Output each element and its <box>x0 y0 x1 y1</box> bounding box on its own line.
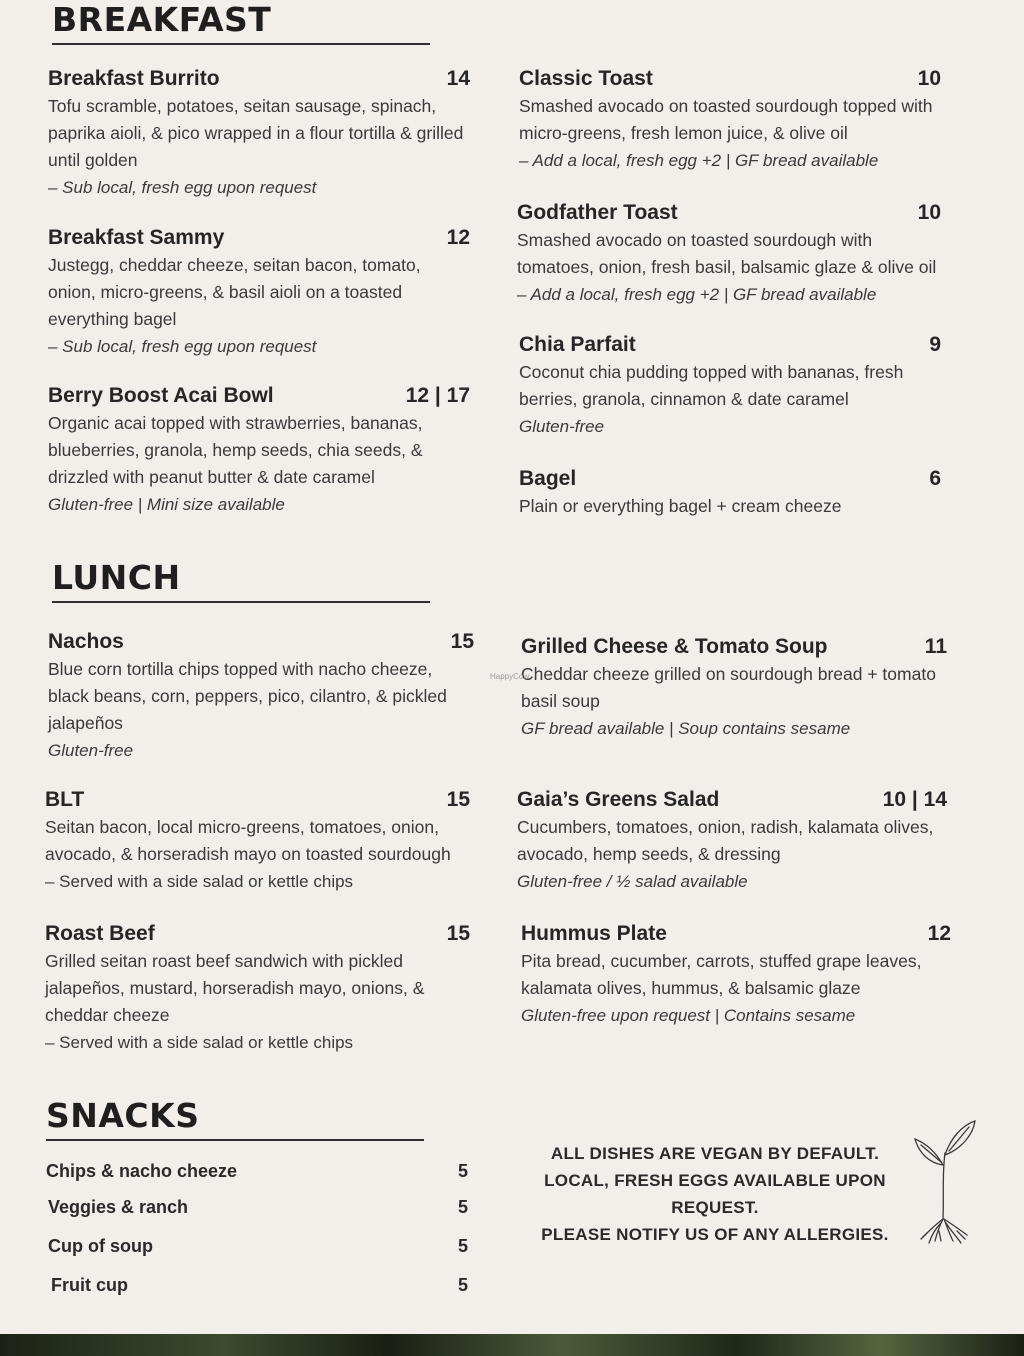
item-price: 9 <box>929 333 941 356</box>
menu-item-berry-boost-acai-bowl <box>48 383 470 518</box>
snack-price: 5 <box>457 1275 468 1295</box>
item-price: 15 <box>446 922 470 945</box>
snack-name: Chips & nacho cheeze <box>46 1161 238 1181</box>
menu-item-blt <box>45 787 470 895</box>
item-description: Smashed avocado on toasted sourdough topped with micro-greens, fresh lemon juice, & olive oil <box>519 96 933 143</box>
item-name: BLT <box>45 788 85 811</box>
item-description: Grilled seitan roast beef sandwich with pickled jalapeños, mustard, horseradish mayo, onions, & cheddar cheeze <box>45 951 425 1025</box>
item-price: 15 <box>446 788 470 811</box>
item-name: Breakfast Sammy <box>48 226 225 249</box>
snacks-title: SNACKS <box>46 1096 200 1135</box>
item-note: – Add a local, fresh egg +2 | GF bread available <box>519 151 879 170</box>
snack-price: 5 <box>457 1161 468 1181</box>
item-note: – Served with a side salad or kettle chips <box>45 872 354 891</box>
snack-item <box>46 1161 468 1182</box>
sprout-icon <box>905 1115 985 1245</box>
item-note: Gluten-free <box>519 417 605 436</box>
item-description: Coconut chia pudding topped with bananas, fresh berries, granola, cinnamon & date caramel <box>519 362 904 409</box>
item-name: Bagel <box>519 467 577 490</box>
item-description: Plain or everything bagel + cream cheeze <box>519 496 842 516</box>
item-name: Hummus Plate <box>521 922 667 945</box>
menu-item-bagel <box>519 466 941 520</box>
item-description: Organic acai topped with strawberries, bananas, blueberries, granola, hemp seeds, chia seeds, & drizzled with peanut butter & date caramel <box>48 413 423 487</box>
item-note: – Sub local, fresh egg upon request <box>48 337 317 356</box>
item-note: – Add a local, fresh egg +2 | GF bread available <box>517 285 877 304</box>
item-note: Gluten-free upon request | Contains sesame <box>521 1006 856 1025</box>
menu-item-classic-toast <box>519 66 941 174</box>
item-price: 12 <box>927 922 951 945</box>
snack-name: Fruit cup <box>51 1275 128 1295</box>
item-note: Gluten-free <box>48 741 134 760</box>
item-name: Classic Toast <box>519 67 653 90</box>
snack-name: Veggies & ranch <box>48 1197 189 1217</box>
lunch-divider <box>52 601 430 603</box>
item-name: Berry Boost Acai Bowl <box>48 384 274 407</box>
item-price: 10 | 14 <box>882 788 947 811</box>
item-price: 6 <box>929 467 941 490</box>
item-name: Breakfast Burrito <box>48 67 220 90</box>
notice-line: LOCAL, FRESH EGGS AVAILABLE UPON REQUEST. <box>544 1171 886 1217</box>
snack-price: 5 <box>457 1197 468 1217</box>
item-price: 11 <box>924 635 947 658</box>
menu-item-nachos <box>48 629 474 764</box>
item-name: Godfather Toast <box>517 201 678 224</box>
item-description: Justegg, cheddar cheeze, seitan bacon, tomato, onion, micro-greens, & basil aioli on a toasted everything bagel <box>48 255 421 329</box>
item-note: – Served with a side salad or kettle chips <box>45 1033 354 1052</box>
item-note: GF bread available | Soup contains sesame <box>521 719 851 738</box>
item-note: Gluten-free / ½ salad available <box>517 872 748 891</box>
menu-item-chia-parfait <box>519 332 941 440</box>
menu-item-breakfast-sammy <box>48 225 470 360</box>
menu-item-roast-beef <box>45 921 470 1056</box>
menu-item-gaias-greens-salad <box>517 787 947 895</box>
menu-item-breakfast-burrito <box>48 66 470 201</box>
menu-item-godfather-toast <box>517 200 941 308</box>
watermark: HappyCow <box>490 672 530 681</box>
vegan-notice <box>505 1140 925 1248</box>
item-name: Grilled Cheese & Tomato Soup <box>521 635 828 658</box>
item-description: Cheddar cheeze grilled on sourdough bread + tomato basil soup <box>521 664 936 711</box>
snacks-divider <box>46 1139 424 1141</box>
snack-item <box>51 1275 468 1296</box>
notice-line: PLEASE NOTIFY US OF ANY ALLERGIES. <box>541 1225 889 1244</box>
item-description: Seitan bacon, local micro-greens, tomatoes, onion, avocado, & horseradish mayo on toasted sourdough <box>45 817 451 864</box>
snack-name: Cup of soup <box>48 1236 153 1256</box>
item-description: Cucumbers, tomatoes, onion, radish, kalamata olives, avocado, hemp seeds, & dressing <box>517 817 934 864</box>
item-description: Blue corn tortilla chips topped with nacho cheeze, black beans, corn, peppers, pico, cilantro, & pickled jalapeños <box>48 659 447 733</box>
notice-line: ALL DISHES ARE VEGAN BY DEFAULT. <box>550 1144 880 1163</box>
item-description: Smashed avocado on toasted sourdough with tomatoes, onion, fresh basil, balsamic glaze & olive oil <box>517 230 937 277</box>
breakfast-title: BREAKFAST <box>52 0 272 39</box>
foliage-strip <box>0 1334 1024 1356</box>
item-price: 14 <box>446 67 470 90</box>
snack-item <box>48 1236 468 1257</box>
item-name: Roast Beef <box>45 922 155 945</box>
item-price: 10 <box>917 201 941 224</box>
item-price: 12 | 17 <box>405 384 470 407</box>
item-name: Chia Parfait <box>519 333 636 356</box>
snack-price: 5 <box>457 1236 468 1256</box>
lunch-title: LUNCH <box>52 558 181 597</box>
snack-item <box>48 1197 468 1218</box>
item-name: Gaia’s Greens Salad <box>517 788 720 811</box>
item-description: Pita bread, cucumber, carrots, stuffed grape leaves, kalamata olives, hummus, & balsamic glaze <box>521 951 922 998</box>
menu-item-grilled-cheese-tomato-soup <box>521 634 947 742</box>
item-price: 10 <box>917 67 941 90</box>
item-price: 15 <box>450 630 474 653</box>
item-price: 12 <box>446 226 470 249</box>
breakfast-divider <box>52 43 430 45</box>
item-note: Gluten-free | Mini size available <box>48 495 285 514</box>
menu-item-hummus-plate <box>521 921 951 1029</box>
item-name: Nachos <box>48 630 124 653</box>
item-note: – Sub local, fresh egg upon request <box>48 178 317 197</box>
item-description: Tofu scramble, potatoes, seitan sausage, spinach, paprika aioli, & pico wrapped in a flour tortilla & grilled until golden <box>48 96 464 170</box>
